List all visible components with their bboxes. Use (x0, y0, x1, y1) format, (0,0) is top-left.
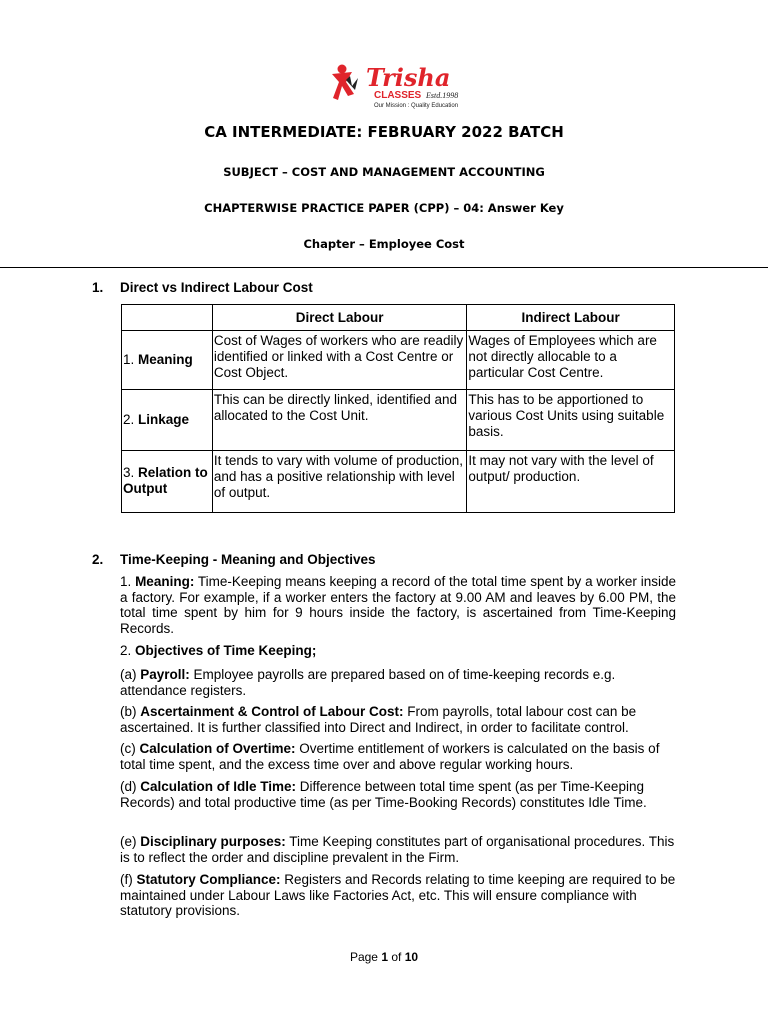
paper-title: CHAPTERWISE PRACTICE PAPER (CPP) – 04: Answer Key (204, 201, 564, 215)
objectives-prefix: 2. (120, 643, 136, 658)
objectives-label: Objectives of Time Keeping; (135, 643, 317, 658)
logo-figure-body (332, 72, 354, 100)
logo-established: Estd.1998 (426, 91, 459, 100)
objective-prefix: (a) (120, 667, 141, 682)
indirect-cell: It may not vary with the level of output/ production. (467, 451, 675, 513)
objective-prefix: (f) (120, 872, 137, 887)
section-1-title: Direct vs Indirect Labour Cost (120, 280, 313, 295)
header-divider (0, 267, 768, 268)
objective-item (120, 834, 676, 865)
footer-total-pages: 10 (404, 950, 419, 964)
objective-label: Payroll: (140, 667, 190, 682)
objective-label: Calculation of Overtime: (139, 741, 296, 756)
objective-text: Registers and Records relating to time keeping are required to be maintained under Labour Laws like Factories Act, etc. This will ensure compliance with statutory provisions. (120, 872, 676, 918)
table-header-row (122, 305, 675, 331)
table-header-indirect: Indirect Labour (467, 305, 675, 331)
logo-brand-name: Trisha (366, 63, 451, 92)
direct-cell: Cost of Wages of workers who are readily identified or linked with a Cost Centre or Cost Object. (212, 331, 466, 390)
objective-item (120, 872, 676, 919)
footer-of-word: of (388, 950, 405, 964)
indirect-cell: This has to be apportioned to various Cost Units using suitable basis. (467, 390, 675, 451)
objective-prefix: (b) (120, 704, 141, 719)
section-1-number: 1. (92, 280, 104, 295)
footer-page-word: Page (349, 950, 382, 964)
page-footer (0, 950, 768, 964)
meaning-label: Meaning: (135, 574, 195, 589)
direct-cell: It tends to vary with volume of production, and has a positive relationship with level of output. (212, 451, 466, 513)
section-2-title: Time-Keeping - Meaning and Objectives (120, 552, 376, 567)
objective-item (120, 779, 676, 810)
section-2-number: 2. (92, 552, 104, 567)
row-label (122, 451, 213, 513)
row-label (122, 390, 213, 451)
row-number: 1. (123, 351, 139, 367)
objective-prefix: (e) (120, 834, 141, 849)
meaning-text: Time-Keeping means keeping a record of the total time spent by a worker inside a factory. For example, if a worker enters the factory at 9.00 AM and leaves by 6.00 PM, the total time spent by him for 9 hours inside the factory, is ascertained from Time-Keeping Records. (120, 574, 676, 636)
objective-label: Disciplinary purposes: (140, 834, 286, 849)
table-row (122, 331, 675, 390)
logo-figure-head (338, 65, 347, 74)
chapter-title: Chapter – Employee Cost (303, 237, 465, 251)
objective-text: Employee payrolls are prepared based on of time-keeping records e.g. attendance registers. (120, 667, 616, 698)
logo-mission: Our Mission : Quality Education (374, 103, 459, 109)
objective-text: From payrolls, total labour cost can be ascertained. It is further classified into Direct and Indirect, in order to facilitate control. (120, 704, 637, 735)
row-label-text: Linkage (138, 411, 190, 427)
row-number: 2. (123, 411, 139, 427)
objective-label: Ascertainment & Control of Labour Cost: (140, 704, 404, 719)
objectives-heading (120, 643, 676, 659)
objective-item (120, 741, 676, 772)
logo-brand-sub: CLASSES (374, 90, 422, 101)
meaning-paragraph (120, 574, 676, 636)
objective-text: Difference between total time spent (as per Time-Keeping Records) and total productive time (as per Time-Booking Records) constitutes Idle Time. (120, 779, 647, 810)
row-label-text: Relation to Output (123, 465, 208, 496)
trisha-classes-logo (330, 60, 480, 112)
labour-comparison-table (121, 304, 675, 513)
indirect-cell: Wages of Employees which are not directly allocable to a particular Cost Centre. (467, 331, 675, 390)
row-label (122, 331, 213, 390)
objective-label: Statutory Compliance: (136, 872, 281, 887)
table-header-direct: Direct Labour (212, 305, 466, 331)
objective-text: Time Keeping constitutes part of organisational procedures. This is to reflect the order and discipline prevalent in the Firm. (120, 834, 675, 865)
objective-item (120, 667, 676, 698)
batch-title: CA INTERMEDIATE: FEBRUARY 2022 BATCH (204, 123, 564, 141)
table-row (122, 390, 675, 451)
meaning-prefix: 1. (120, 574, 136, 589)
table-header-empty (122, 305, 213, 331)
objective-label: Calculation of Idle Time: (140, 779, 297, 794)
direct-cell: This can be directly linked, identified and allocated to the Cost Unit. (212, 390, 466, 451)
subject-title: SUBJECT – COST AND MANAGEMENT ACCOUNTING (223, 165, 545, 179)
table-row (122, 451, 675, 513)
row-label-text: Meaning (138, 351, 193, 367)
row-number: 3. (123, 465, 139, 480)
objective-item (120, 704, 676, 735)
footer-current-page: 1 (381, 950, 388, 964)
objective-prefix: (c) (120, 741, 140, 756)
objective-prefix: (d) (120, 779, 141, 794)
objective-text: Overtime entitlement of workers is calculated on the basis of total time spent, and the excess time over and above regular working hours. (120, 741, 660, 772)
